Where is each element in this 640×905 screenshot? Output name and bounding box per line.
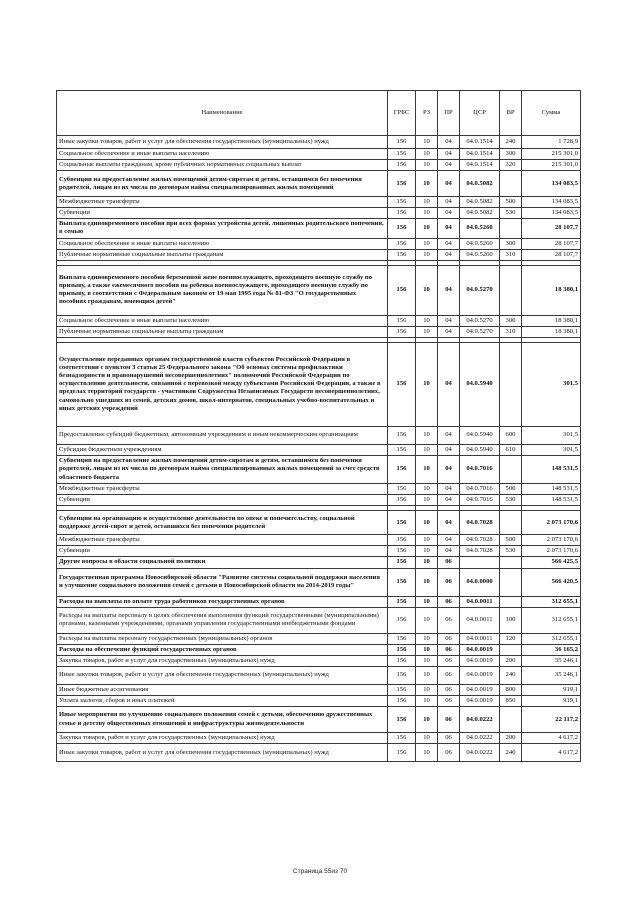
row-csr: 04.0.7028 (460, 535, 500, 546)
row-pr: 04 (438, 160, 460, 171)
row-name: Социальные выплаты гражданам, кроме публичных нормативных социальных выплат (57, 160, 388, 171)
row-pr: 04 (438, 149, 460, 160)
row-name: Государственная программа Новосибирской области "Развитие системы социальной поддержки населения и улучшение социального положения семей с детьми в Новосибирской области на 2014-2019 годы" (57, 568, 388, 596)
table-header (57, 91, 581, 136)
row-sum: 215 301,0 (522, 160, 581, 171)
row-csr: 04.0.7016 (460, 495, 500, 506)
row-rz: 10 (416, 633, 438, 644)
row-sum: 2 073 170,6 (522, 511, 581, 535)
row-name: Субвенции (57, 208, 388, 219)
row-rz: 10 (416, 426, 438, 444)
row-sum: 1 728,9 (522, 136, 581, 149)
row-name: Субвенции на организацию и осуществление деятельности по опеке и попечительству, социальной поддержке детей-сирот и детей, оставшихся без попечения родителей (57, 511, 388, 535)
row-name: Субвенции на предоставление жилых помещений детям-сиротам и детям, оставшимся без попечения родителей, лицам из их числа по договорам найма специализированных жилых помещений за счет средств областного бюджета (57, 456, 388, 484)
row-sum: 134 083,5 (522, 197, 581, 208)
row-sum: 22 117,2 (522, 707, 581, 733)
row-rz: 10 (416, 456, 438, 484)
row-name: Межбюджетные трансферты (57, 484, 388, 495)
row-rz: 10 (416, 171, 438, 197)
row-csr: 04.0.7028 (460, 511, 500, 535)
row-csr: 04.0.0000 (460, 568, 500, 596)
row-sum: 18 380,1 (522, 315, 581, 326)
row-name: Субвенции на предоставление жилых помещений детям-сиротам и детям, оставшимся без попечения родителей, лицам из их числа по договорам найма специализированных жилых помещений (57, 171, 388, 197)
row-vr (500, 557, 522, 568)
table-row (57, 607, 581, 633)
row-pr: 04 (438, 238, 460, 249)
row-pr: 04 (438, 136, 460, 149)
row-vr: 850 (500, 695, 522, 706)
table-row (57, 695, 581, 706)
row-sum: 2 073 170,6 (522, 546, 581, 557)
row-vr: 600 (500, 426, 522, 444)
row-rz: 10 (416, 733, 438, 744)
row-grbs: 156 (388, 655, 416, 666)
row-csr: 04.0.5270 (460, 326, 500, 337)
row-rz: 10 (416, 197, 438, 208)
row-grbs: 156 (388, 633, 416, 644)
row-rz: 10 (416, 342, 438, 426)
row-grbs: 156 (388, 666, 416, 684)
row-vr: 300 (500, 238, 522, 249)
row-pr: 04 (438, 315, 460, 326)
table-row (57, 315, 581, 326)
row-sum: 18 380,1 (522, 326, 581, 337)
row-name: Выплата единовременного пособия при всех формах устройства детей, лишенных родительского попечения, в семью (57, 219, 388, 238)
row-csr: 04.0.5082 (460, 197, 500, 208)
table-row (57, 744, 581, 762)
header-grbs: ГРБС (388, 91, 416, 136)
table-row (57, 495, 581, 506)
row-grbs: 156 (388, 171, 416, 197)
row-csr: 04.0.0019 (460, 644, 500, 655)
row-rz: 10 (416, 160, 438, 171)
row-csr: 04.0.5270 (460, 315, 500, 326)
row-grbs: 156 (388, 160, 416, 171)
row-name: Расходы на выплаты по оплате труда работников государственных органов (57, 596, 388, 607)
row-pr: 04 (438, 249, 460, 260)
row-pr: 04 (438, 444, 460, 455)
row-vr (500, 265, 522, 315)
row-sum: 28 107,7 (522, 219, 581, 238)
row-pr: 06 (438, 733, 460, 744)
table-row (57, 546, 581, 557)
row-rz: 10 (416, 568, 438, 596)
table-row (57, 684, 581, 695)
row-grbs: 156 (388, 644, 416, 655)
row-csr: 04.0.0222 (460, 744, 500, 762)
row-vr: 500 (500, 535, 522, 546)
row-pr: 04 (438, 208, 460, 219)
row-pr: 06 (438, 655, 460, 666)
row-grbs: 156 (388, 136, 416, 149)
row-grbs: 156 (388, 326, 416, 337)
table-row (57, 265, 581, 315)
row-sum: 301,5 (522, 444, 581, 455)
row-sum: 566 420,5 (522, 568, 581, 596)
table-row (57, 511, 581, 535)
row-rz: 10 (416, 535, 438, 546)
table-row (57, 568, 581, 596)
table-row (57, 444, 581, 455)
table-row (57, 733, 581, 744)
row-vr: 240 (500, 136, 522, 149)
row-rz: 10 (416, 596, 438, 607)
row-csr: 04.0.7016 (460, 484, 500, 495)
row-csr: 04.0.5260 (460, 249, 500, 260)
row-grbs: 156 (388, 342, 416, 426)
row-grbs: 156 (388, 208, 416, 219)
row-csr: 04.0.5082 (460, 208, 500, 219)
table-row (57, 456, 581, 484)
row-name: Расходы на обеспечение функций государственных органов (57, 644, 388, 655)
row-name: Межбюджетные трансферты (57, 197, 388, 208)
row-csr: 04.0.0019 (460, 655, 500, 666)
row-grbs: 156 (388, 546, 416, 557)
row-csr: 04.0.0011 (460, 633, 500, 644)
row-vr (500, 596, 522, 607)
row-pr: 06 (438, 666, 460, 684)
row-csr: 04.0.5260 (460, 219, 500, 238)
row-csr: 04.0.0011 (460, 596, 500, 607)
row-vr: 500 (500, 197, 522, 208)
row-rz: 10 (416, 249, 438, 260)
row-vr (500, 456, 522, 484)
table-row (57, 208, 581, 219)
row-grbs: 156 (388, 733, 416, 744)
row-name: Субвенции (57, 495, 388, 506)
row-csr: 04.0.0019 (460, 684, 500, 695)
row-sum: 134 083,5 (522, 171, 581, 197)
table-row (57, 596, 581, 607)
row-csr: 04.0.7028 (460, 546, 500, 557)
row-vr: 800 (500, 684, 522, 695)
row-grbs: 156 (388, 149, 416, 160)
row-grbs: 156 (388, 484, 416, 495)
row-csr: 04.0.7016 (460, 456, 500, 484)
table-row (57, 197, 581, 208)
table-row (57, 238, 581, 249)
row-rz: 10 (416, 511, 438, 535)
row-vr: 100 (500, 607, 522, 633)
row-rz: 10 (416, 644, 438, 655)
table-row (57, 666, 581, 684)
row-vr: 530 (500, 546, 522, 557)
row-grbs: 156 (388, 695, 416, 706)
row-sum: 18 380,1 (522, 265, 581, 315)
row-vr: 530 (500, 495, 522, 506)
row-name: Публичные нормативные социальные выплаты гражданам (57, 249, 388, 260)
row-vr: 310 (500, 249, 522, 260)
row-rz: 10 (416, 655, 438, 666)
row-vr: 200 (500, 655, 522, 666)
row-sum: 301,5 (522, 342, 581, 426)
table-row (57, 707, 581, 733)
row-pr: 04 (438, 511, 460, 535)
row-pr: 04 (438, 484, 460, 495)
row-sum: 35 246,1 (522, 655, 581, 666)
row-csr: 04.0.5270 (460, 265, 500, 315)
row-vr: 200 (500, 733, 522, 744)
row-sum: 215 301,0 (522, 149, 581, 160)
row-vr: 240 (500, 666, 522, 684)
row-name: Публичные нормативные социальные выплаты гражданам (57, 326, 388, 337)
header-vr: ВР (500, 91, 522, 136)
row-grbs: 156 (388, 744, 416, 762)
table-row (57, 326, 581, 337)
row-vr: 530 (500, 208, 522, 219)
row-pr: 04 (438, 546, 460, 557)
row-rz: 10 (416, 238, 438, 249)
row-sum: 4 617,2 (522, 733, 581, 744)
table-row (57, 484, 581, 495)
row-name: Социальное обеспечение и иные выплаты населению (57, 315, 388, 326)
row-vr: 120 (500, 633, 522, 644)
row-csr: 04.0.1514 (460, 160, 500, 171)
header-row (57, 91, 581, 136)
row-grbs: 156 (388, 249, 416, 260)
page-number: Страница 55из 70 (292, 868, 348, 875)
row-pr: 06 (438, 633, 460, 644)
row-vr: 610 (500, 444, 522, 455)
row-vr (500, 342, 522, 426)
row-vr: 300 (500, 315, 522, 326)
row-csr: 04.0.0222 (460, 733, 500, 744)
row-sum: 4 617,2 (522, 744, 581, 762)
row-vr (500, 171, 522, 197)
row-sum: 919,1 (522, 695, 581, 706)
row-grbs: 156 (388, 456, 416, 484)
row-vr: 240 (500, 744, 522, 762)
table-row (57, 655, 581, 666)
row-rz: 10 (416, 546, 438, 557)
row-sum: 36 165,2 (522, 644, 581, 655)
row-grbs: 156 (388, 596, 416, 607)
row-rz: 10 (416, 265, 438, 315)
row-sum: 28 107,7 (522, 238, 581, 249)
row-pr: 04 (438, 326, 460, 337)
row-sum: 2 073 170,6 (522, 535, 581, 546)
row-rz: 10 (416, 208, 438, 219)
row-name: Другие вопросы в области социальной политики (57, 557, 388, 568)
row-name: Иные бюджетные ассигнования (57, 684, 388, 695)
row-vr: 500 (500, 484, 522, 495)
table-row (57, 633, 581, 644)
row-pr: 06 (438, 707, 460, 733)
row-pr: 04 (438, 265, 460, 315)
header-pr: ПР (438, 91, 460, 136)
table-row (57, 426, 581, 444)
row-rz: 10 (416, 326, 438, 337)
row-rz: 10 (416, 315, 438, 326)
row-rz: 10 (416, 444, 438, 455)
row-csr: 04.0.5260 (460, 238, 500, 249)
table-row (57, 249, 581, 260)
row-name: Социальное обеспечение и иные выплаты населению (57, 238, 388, 249)
row-pr: 06 (438, 695, 460, 706)
row-pr: 06 (438, 596, 460, 607)
row-pr: 06 (438, 607, 460, 633)
row-grbs: 156 (388, 197, 416, 208)
table-row (57, 136, 581, 149)
row-grbs: 156 (388, 238, 416, 249)
row-csr: 04.0.5082 (460, 171, 500, 197)
row-pr: 06 (438, 684, 460, 695)
row-name: Осуществление переданных органам государственной власти субъектов Российской Федерации в соответствии с пунктом 3 статьи 25 Федерального закона "Об основах системы профилактики безнадзорности и правонарушений несовершеннолетних" полномочий Российской Федерации по осуществлению деятельности, связанной с перевозкой между субъектами Российской Федерации, а также в пределах территорий государств - участников Содружества Независимых Государств несовершеннолетних, самовольно ушедших из семей, детских домов, школ-интернатов, специальных учебно-воспитательных и иных детских учреждений (57, 342, 388, 426)
row-vr (500, 568, 522, 596)
row-pr: 06 (438, 557, 460, 568)
table-row (57, 342, 581, 426)
header-rz: РЗ (416, 91, 438, 136)
budget-table (56, 90, 581, 762)
row-name: Закупка товаров, работ и услуг для государственных (муниципальных) нужд (57, 655, 388, 666)
table-row (57, 644, 581, 655)
row-vr (500, 219, 522, 238)
row-pr: 04 (438, 426, 460, 444)
row-sum: 312 655,1 (522, 596, 581, 607)
row-name: Иные закупки товаров, работ и услуг для обеспечения государственных (муниципальных) нужд (57, 666, 388, 684)
row-grbs: 156 (388, 315, 416, 326)
row-name: Иные закупки товаров, работ и услуг для обеспечения государственных (муниципальных) нужд (57, 744, 388, 762)
row-sum: 919,1 (522, 684, 581, 695)
row-name: Выплата единовременного пособия беременной жене военнослужащего, проходящего военную службу по призыву, а также ежемесячного пособия на ребенка военнослужащего, проходящего военную службу по призыву, в соответствии с Федеральным законом от 19 мая 1995 года № 81-ФЗ "О государственных пособиях гражданам, имеющим детей" (57, 265, 388, 315)
row-pr: 04 (438, 197, 460, 208)
row-grbs: 156 (388, 444, 416, 455)
row-sum: 148 531,5 (522, 484, 581, 495)
row-sum: 312 655,1 (522, 633, 581, 644)
table-row (57, 171, 581, 197)
row-sum: 35 246,1 (522, 666, 581, 684)
row-grbs: 156 (388, 535, 416, 546)
row-grbs: 156 (388, 511, 416, 535)
row-name: Предоставление субсидий бюджетным, автономным учреждениям и иным некоммерческим организациям (57, 426, 388, 444)
row-sum: 301,5 (522, 426, 581, 444)
row-grbs: 156 (388, 219, 416, 238)
row-name: Иные мероприятия по улучшению социального положения семей с детьми, обеспечению дружественных семье и детству общественных отношений и инфраструктуры жизнедеятельности (57, 707, 388, 733)
row-rz: 10 (416, 744, 438, 762)
row-pr: 06 (438, 644, 460, 655)
row-rz: 10 (416, 484, 438, 495)
row-pr: 04 (438, 219, 460, 238)
table-row (57, 557, 581, 568)
row-vr: 300 (500, 149, 522, 160)
row-rz: 10 (416, 149, 438, 160)
row-sum: 134 083,5 (522, 208, 581, 219)
row-pr: 04 (438, 535, 460, 546)
row-vr (500, 511, 522, 535)
row-csr: 04.0.0222 (460, 707, 500, 733)
table-row (57, 160, 581, 171)
row-name: Закупка товаров, работ и услуг для государственных (муниципальных) нужд (57, 733, 388, 744)
row-name: Межбюджетные трансферты (57, 535, 388, 546)
row-grbs: 156 (388, 265, 416, 315)
row-rz: 10 (416, 695, 438, 706)
row-grbs: 156 (388, 495, 416, 506)
row-csr: 04.0.5940 (460, 342, 500, 426)
row-grbs: 156 (388, 426, 416, 444)
row-grbs: 156 (388, 568, 416, 596)
row-rz: 10 (416, 607, 438, 633)
row-name: Расходы на выплаты персоналу в целях обеспечения выполнения функций государственными (муниципальными) органами, казенными учреждениями, органами управления государственными внебюджетными фондами (57, 607, 388, 633)
row-rz: 10 (416, 495, 438, 506)
row-grbs: 156 (388, 557, 416, 568)
row-name: Иные закупки товаров, работ и услуг для обеспечения государственных (муниципальных) нужд (57, 136, 388, 149)
row-csr: 04.0.5940 (460, 426, 500, 444)
row-csr: 04.0.5940 (460, 444, 500, 455)
row-csr: 04.0.0011 (460, 607, 500, 633)
row-sum: 312 655,1 (522, 607, 581, 633)
row-rz: 10 (416, 707, 438, 733)
row-csr (460, 557, 500, 568)
row-pr: 04 (438, 342, 460, 426)
row-pr: 06 (438, 744, 460, 762)
row-sum: 148 531,5 (522, 456, 581, 484)
table-row (57, 535, 581, 546)
row-rz: 10 (416, 219, 438, 238)
row-sum: 28 107,7 (522, 249, 581, 260)
row-pr: 06 (438, 568, 460, 596)
table-body (57, 136, 581, 762)
row-csr: 04.0.0019 (460, 666, 500, 684)
table-row (57, 149, 581, 160)
header-sum: Сумма (522, 91, 581, 136)
row-pr: 04 (438, 456, 460, 484)
row-sum: 566 425,5 (522, 557, 581, 568)
row-vr: 320 (500, 160, 522, 171)
header-csr: ЦСР (460, 91, 500, 136)
row-name: Социальное обеспечение и иные выплаты населению (57, 149, 388, 160)
row-name: Расходы на выплаты персоналу государственных (муниципальных) органов (57, 633, 388, 644)
row-vr (500, 707, 522, 733)
row-grbs: 156 (388, 684, 416, 695)
row-grbs: 156 (388, 707, 416, 733)
row-pr: 04 (438, 171, 460, 197)
row-rz: 10 (416, 557, 438, 568)
table-row (57, 219, 581, 238)
row-pr: 04 (438, 495, 460, 506)
row-rz: 10 (416, 136, 438, 149)
row-grbs: 156 (388, 607, 416, 633)
row-name: Субсидии бюджетным учреждениям (57, 444, 388, 455)
row-vr: 310 (500, 326, 522, 337)
row-csr: 04.0.0019 (460, 695, 500, 706)
row-name: Уплата налогов, сборов и иных платежей (57, 695, 388, 706)
row-rz: 10 (416, 684, 438, 695)
row-rz: 10 (416, 666, 438, 684)
row-sum: 148 531,5 (522, 495, 581, 506)
row-csr: 04.0.1514 (460, 136, 500, 149)
header-name: Наименование (57, 91, 388, 136)
row-csr: 04.0.1514 (460, 149, 500, 160)
row-vr (500, 644, 522, 655)
row-name: Субвенции (57, 546, 388, 557)
